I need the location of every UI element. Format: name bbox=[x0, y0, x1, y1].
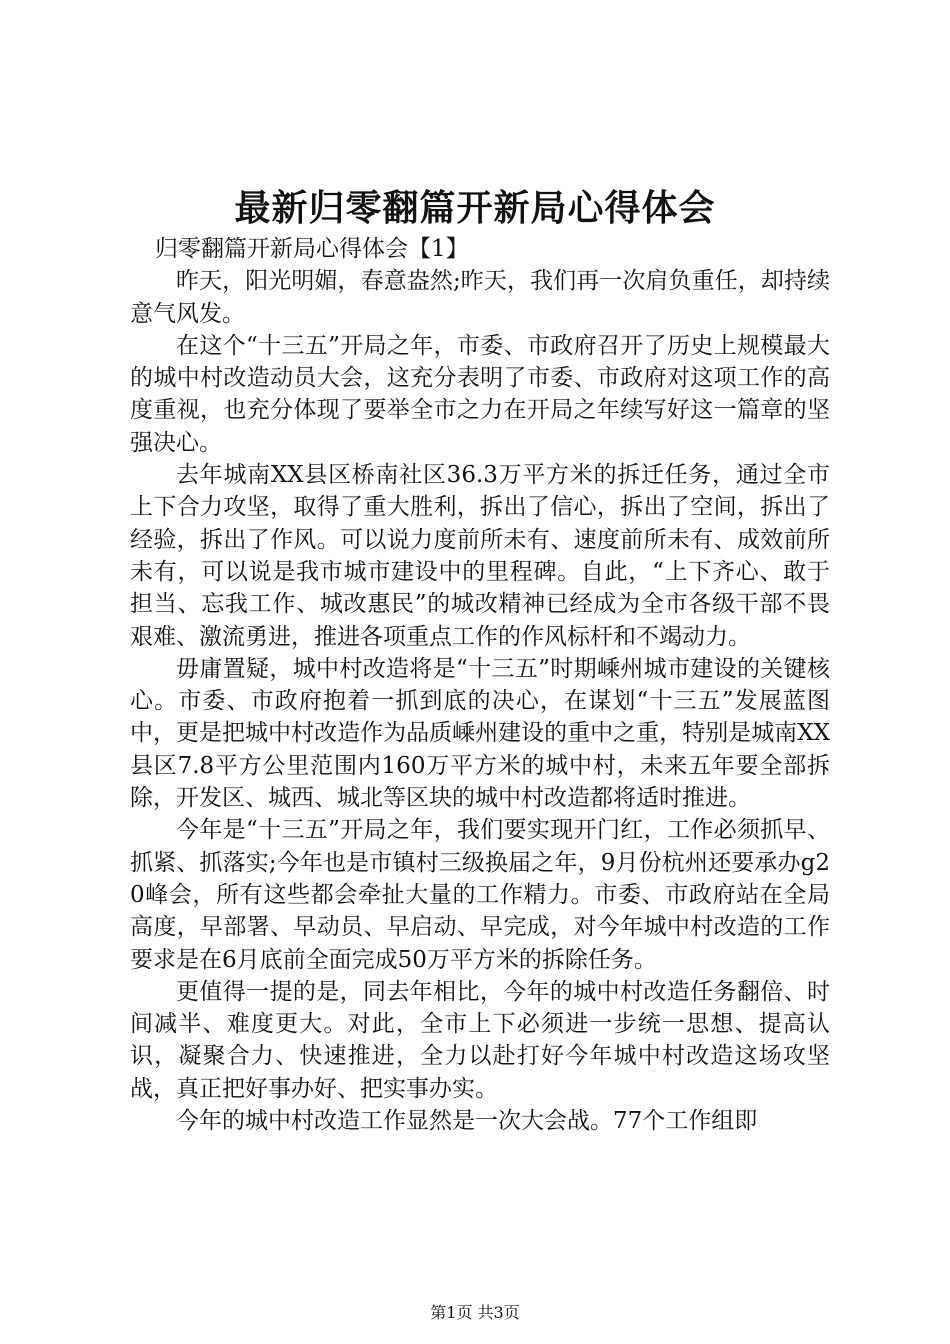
paragraph: 去年城南XX县区桥南社区36.3万平方米的拆迁任务，通过全市上下合力攻坚，取得了重大胜利，拆出了信心，拆出了空间，拆出了经验，拆出了作风。可以说力度前所未有、速度前所未有、成效前所未有，可以说是我市城市建设中的里程碑。自此，“上下齐心、敢于担当、忘我工作、城改惠民”的城改精神已经成为全市各级干部不畏艰难、激流勇进，推进各项重点工作的作风标杆和不竭动力。 bbox=[130, 462, 830, 650]
paragraph: 昨天，阳光明媚，春意盎然;昨天，我们再一次肩负重任，却持续意气风发。 bbox=[130, 268, 830, 327]
document-body bbox=[130, 233, 830, 1137]
page-footer: 第1页 共3页 bbox=[430, 1303, 520, 1322]
paragraph: 今年的城中村改造工作显然是一次大会战。77个工作组即 bbox=[176, 1108, 758, 1135]
paragraph: 今年是“十三五”开局之年，我们要实现开门红，工作必须抓早、抓紧、抓落实;今年也是市镇村三级换届之年，9月份杭州还要承办g20峰会，所有这些都会牵扯大量的工作精力。市委、市政府站在全局高度，早部署、早动员、早启动、早完成，对今年城中村改造的工作要求是在6月底前全面完成50万平方米的拆除任务。 bbox=[130, 817, 830, 973]
paragraph: 在这个“十三五”开局之年，市委、市政府召开了历史上规模最大的城中村改造动员大会，这充分表明了市委、市政府对这项工作的高度重视，也充分体现了要举全市之力在开局之年续写好这一篇章的坚强决心。 bbox=[130, 332, 830, 456]
document-title: 最新归零翻篇开新局心得体会 bbox=[234, 187, 716, 229]
paragraph: 更值得一提的是，同去年相比，今年的城中村改造任务翻倍、时间减半、难度更大。对此，全市上下必须进一步统一思想、提高认识，凝聚合力、快速推进，全力以赴打好今年城中村改造这场攻坚战，真正把好事办好、把实事办实。 bbox=[130, 978, 830, 1102]
paragraph: 毋庸置疑，城中村改造将是“十三五”时期嵊州城市建设的关键核心。市委、市政府抱着一抓到底的决心，在谋划“十三五”发展蓝图中，更是把城中村改造作为品质嵊州建设的重中之重，特别是城南XX县区7.8平方公里范围内160万平方米的城中村，未来五年要全部拆除，开发区、城西、城北等区块的城中村改造都将适时推进。 bbox=[130, 655, 830, 812]
section-heading: 归零翻篇开新局心得体会【1】 bbox=[155, 236, 469, 262]
